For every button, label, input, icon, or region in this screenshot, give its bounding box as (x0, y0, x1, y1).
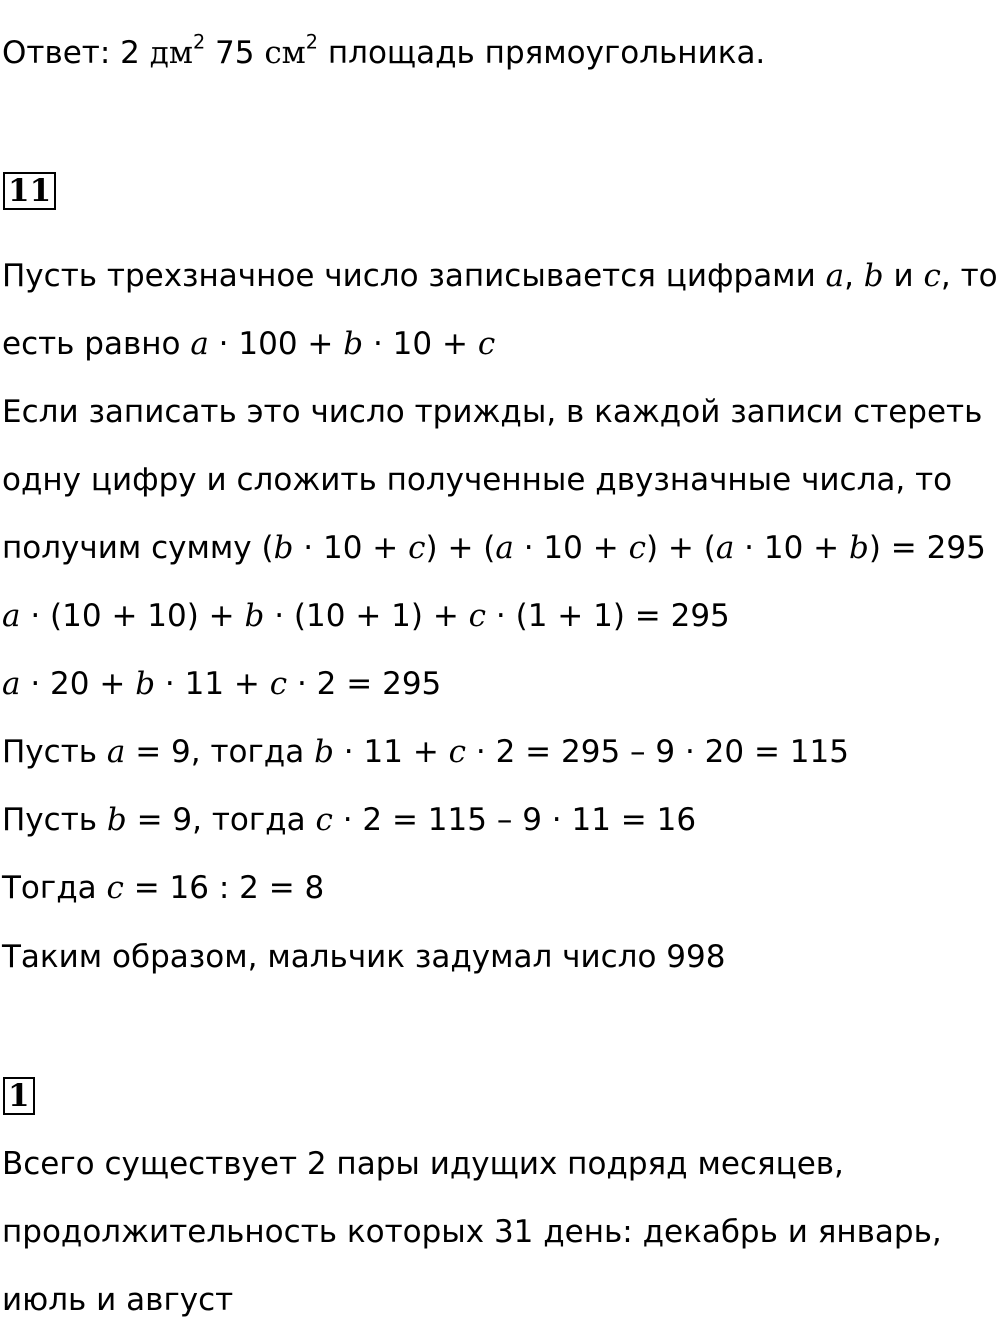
text-segment: Пусть трехзначное число записывается цифрами (2, 258, 826, 294)
text-segment: Если записать это число трижды, в каждой записи стереть (2, 394, 983, 430)
text-segment: · 2 = 295 – 9 · 20 = 115 (466, 734, 849, 770)
math-variable: b (314, 734, 334, 770)
text-segment: Тогда (2, 870, 107, 906)
math-variable: a (715, 530, 735, 566)
text-line (2, 460, 952, 500)
text-segment: ) = 295 (868, 530, 986, 566)
text-line (2, 937, 725, 977)
math-variable: b (244, 598, 265, 634)
math-variable: a (106, 734, 126, 770)
answer-suffix: площадь прямоугольника. (318, 35, 766, 71)
text-line (2, 256, 998, 296)
text-segment: получим сумму ( (2, 530, 274, 566)
text-segment: = 16 : 2 = 8 (123, 870, 325, 906)
exponent: 2 (192, 30, 206, 54)
exponent: 2 (305, 30, 319, 54)
text-segment: · 10 + (363, 326, 478, 362)
task-number-box: 11 (3, 172, 56, 210)
text-line (2, 528, 986, 568)
task-number-box: 1 (3, 1077, 35, 1115)
text-line (2, 324, 495, 364)
text-segment: ) + ( (645, 530, 716, 566)
math-variable: a (495, 530, 514, 566)
text-segment: , то (940, 258, 998, 294)
math-variable: c (628, 530, 646, 566)
math-variable: c (477, 326, 496, 362)
math-variable: b (135, 666, 156, 702)
text-segment: = 9, тогда (126, 802, 316, 838)
text-segment: ) + ( (425, 530, 496, 566)
math-variable: a (2, 666, 21, 702)
math-variable: c (468, 598, 487, 634)
text-line (2, 732, 849, 772)
math-variable: c (106, 870, 124, 906)
text-segment: = 9, тогда (125, 734, 315, 770)
text-segment: · 11 + (333, 734, 449, 770)
text-segment: , (844, 258, 864, 294)
math-variable: a (825, 258, 845, 294)
text-segment: одну цифру и сложить полученные двузначные числа, то (2, 462, 953, 498)
math-variable: b (343, 326, 364, 362)
answer-prefix: Ответ: 2 (2, 35, 150, 71)
text-line (2, 596, 730, 636)
math-variable: b (273, 530, 294, 566)
math-variable: b (106, 802, 127, 838)
text-segment: · 100 + (208, 326, 344, 362)
text-segment: · 2 = 295 (287, 666, 442, 702)
math-variable: c (923, 258, 941, 294)
text-line: Всего существует 2 пары идущих подряд месяцев, (2, 1146, 844, 1182)
text-segment: есть равно (2, 326, 191, 362)
math-variable: a (190, 326, 209, 362)
math-variable: b (863, 258, 884, 294)
text-segment: Пусть (2, 734, 107, 770)
text-segment: · (1 + 1) = 295 (486, 598, 730, 634)
math-variable: c (448, 734, 467, 770)
text-segment: · 10 + (293, 530, 409, 566)
text-segment: · 2 = 115 – 9 · 11 = 16 (332, 802, 697, 838)
math-variable: c (408, 530, 426, 566)
text-segment: Таким образом, мальчик задумал число 998 (2, 939, 726, 975)
math-variable: a (2, 598, 21, 634)
math-variable: c (315, 802, 333, 838)
text-line (2, 800, 696, 840)
answer-line (2, 30, 766, 73)
text-segment: · 10 + (513, 530, 629, 566)
math-variable: c (269, 666, 288, 702)
text-segment: · (10 + 1) + (264, 598, 469, 634)
text-line: продолжительность которых 31 день: декабрь и январь, (2, 1214, 942, 1250)
text-segment: · 20 + (20, 666, 136, 702)
text-line (2, 868, 324, 908)
text-segment: и (883, 258, 924, 294)
unit-cm: см (264, 35, 306, 71)
text-segment: Пусть (2, 802, 107, 838)
unit-dm: дм (149, 35, 193, 71)
text-line: июль и август (2, 1282, 234, 1318)
text-line (2, 392, 982, 432)
text-line (2, 664, 441, 704)
text-segment: · 10 + (734, 530, 849, 566)
text-segment: · 11 + (155, 666, 270, 702)
answer-mid: 75 (205, 35, 265, 71)
text-segment: · (10 + 10) + (20, 598, 245, 634)
math-variable: b (849, 530, 869, 566)
